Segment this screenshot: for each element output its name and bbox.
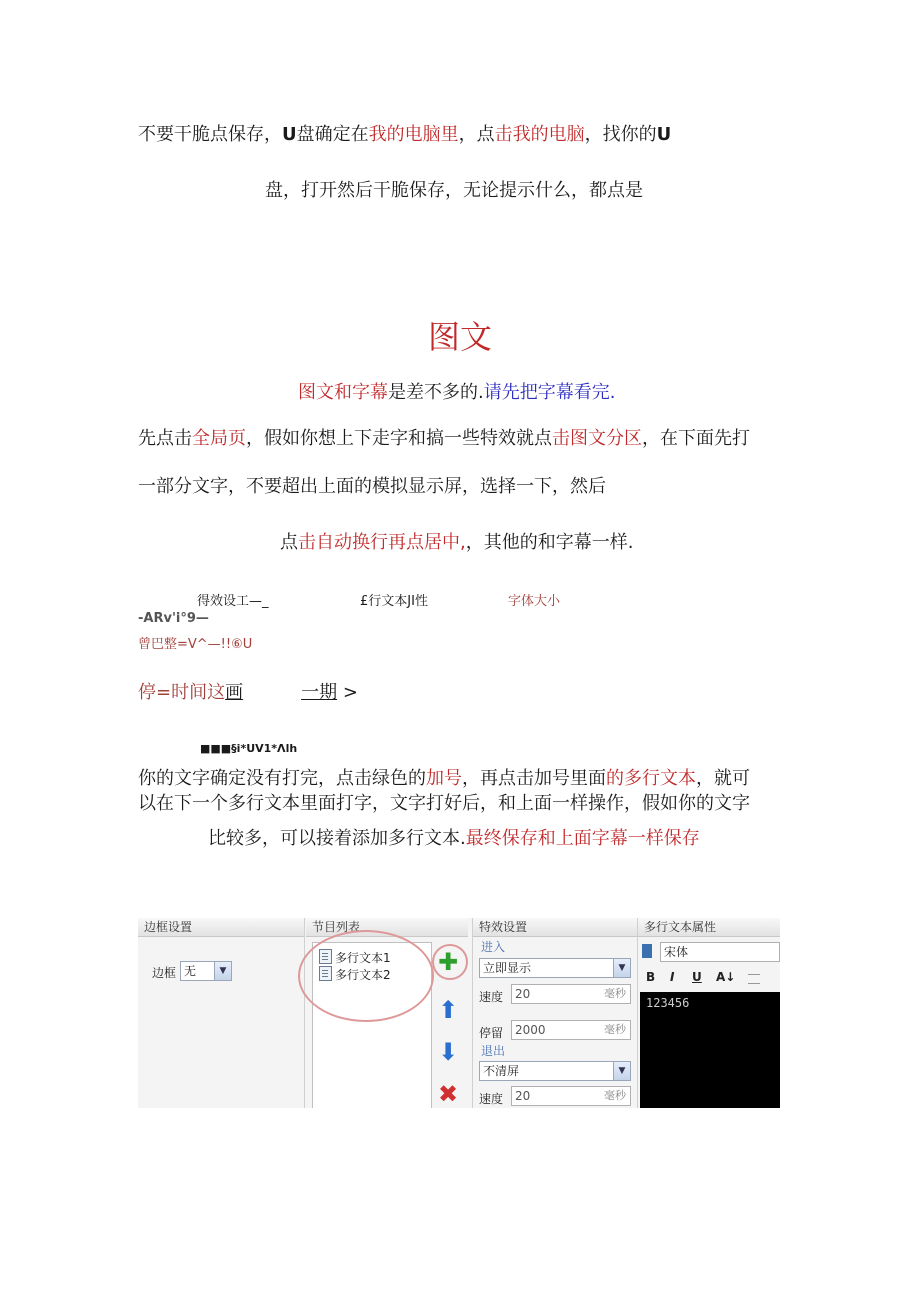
text-segment: 盘确定在: [296, 124, 369, 145]
garbled-row5: ■■■§i*UV1*Λlh: [200, 742, 298, 755]
text-segment: 全局页: [192, 428, 246, 449]
intro-line: [298, 378, 615, 404]
garbled-row4: [138, 678, 358, 704]
para2-line2: 一部分文字，不要超出上面的模拟显示屏，选择一下，然后: [138, 476, 606, 497]
para3-line1: [138, 764, 750, 790]
exit-label: 退出: [481, 1044, 506, 1058]
align-left-icon[interactable]: [748, 974, 760, 984]
border-settings-panel: [138, 918, 305, 1108]
border-select-value: 无: [184, 964, 197, 978]
para3-line3a: 比较多，可以接着添加多行文本.: [208, 828, 466, 849]
intro-part1: 图文和字幕: [298, 382, 388, 403]
effect-settings-panel: [472, 918, 638, 1108]
border-label: 边框: [152, 966, 177, 980]
stay-input[interactable]: [511, 1020, 631, 1040]
speed2-input[interactable]: [511, 1086, 631, 1106]
garbled-row4-a: 停=时间这: [138, 682, 226, 703]
font-select-value: 宋体: [664, 945, 689, 959]
garbled-col3: 字体大小: [508, 594, 561, 609]
text-segment: ，再点击加号里面: [462, 768, 606, 789]
arrow-up-icon[interactable]: ⬆: [437, 996, 459, 1024]
text-props-header: 多行文本属性: [638, 918, 780, 937]
garbled-row4-b: 画: [225, 682, 244, 703]
text-segment: 我的电脑里: [368, 124, 459, 145]
enter-select-value: 立即显示: [483, 961, 532, 975]
text-segment: ，找你的: [584, 124, 657, 145]
software-screenshot: [138, 918, 780, 1108]
font-size-button[interactable]: A↓: [716, 970, 736, 984]
text-segment: U: [282, 124, 297, 145]
italic-button[interactable]: I: [670, 970, 675, 984]
add-icon[interactable]: ✚: [437, 948, 459, 976]
para3-line3b: 最终保存和上面字幕一样保存: [465, 828, 700, 849]
text-segment: ，在下面先打: [642, 428, 750, 449]
highlight-circle: [298, 930, 434, 1022]
arrow-down-icon[interactable]: ⬇: [437, 1038, 459, 1066]
speed-value: 20: [515, 987, 531, 1001]
stay-value: 2000: [515, 1023, 546, 1037]
garbled-row4-c: 一期: [301, 682, 338, 703]
para3-line2: 以在下一个多行文本里面打字，文字打好后，和上面一样操作，假如你的文字: [138, 793, 750, 814]
text-segment: 你的文字确定没有打完，点击绿色的: [138, 768, 426, 789]
delete-icon[interactable]: ✖: [437, 1080, 459, 1108]
speed2-value: 20: [515, 1089, 531, 1103]
chevron-down-icon: ▼: [214, 962, 231, 980]
program-list-header: 节目列表: [306, 918, 468, 937]
speed-input[interactable]: [511, 984, 631, 1004]
text-segment: U: [656, 124, 672, 145]
section-heading: 图文: [428, 318, 493, 356]
garbled-row2: -ARv'i°9—: [138, 611, 209, 626]
para1-line1: [138, 120, 671, 146]
border-settings-header: 边框设置: [138, 918, 304, 937]
para2-line3: [280, 528, 633, 554]
intro-part2: 是差不多的.: [388, 382, 484, 403]
text-segment: 击自动换行再点居中,: [298, 532, 466, 553]
text-segment: 击我的电脑: [494, 124, 585, 145]
text-segment: ，点: [458, 124, 495, 145]
text-segment: ，假如你想上下走字和搞一些特效就点: [246, 428, 552, 449]
speed-unit: 毫秒: [604, 987, 626, 1000]
stay-unit: 毫秒: [604, 1023, 626, 1036]
chevron-down-icon: ▼: [613, 959, 630, 977]
text-segment: 不要干脆点保存，: [138, 124, 282, 145]
text-segment: 点: [280, 532, 298, 553]
font-select[interactable]: [660, 942, 780, 962]
text-segment: 先点击: [138, 428, 192, 449]
garbled-col1: 得效设工—_: [197, 594, 269, 609]
chevron-down-icon: ▼: [613, 1062, 630, 1080]
editor-text: 123456: [646, 996, 690, 1010]
para3-line3: [208, 824, 700, 850]
text-segment: 加号: [426, 768, 462, 789]
bold-button[interactable]: B: [646, 970, 656, 984]
speed2-label: 速度: [479, 1092, 504, 1106]
text-segment: 击图文分区: [552, 428, 642, 449]
program-list-panel: [306, 918, 468, 1108]
para2-line1: [138, 424, 750, 450]
font-icon: [642, 944, 652, 958]
stay-label: 停留: [479, 1026, 504, 1040]
enter-label: 进入: [481, 940, 506, 954]
speed-label: 速度: [479, 990, 504, 1004]
enter-select[interactable]: [479, 958, 631, 978]
text-segment: ，就可: [696, 768, 750, 789]
para1-line2: 盘，打开然后干脆保存，无论提示什么，都点是: [265, 180, 643, 201]
garbled-row4-d: >: [342, 682, 358, 703]
garbled-col2: £行文本JI性: [360, 594, 428, 609]
border-select[interactable]: [180, 961, 232, 981]
list-item-label: 多行文本1: [335, 951, 391, 965]
effect-settings-header: 特效设置: [473, 918, 637, 937]
text-editor[interactable]: [640, 992, 780, 1108]
underline-button[interactable]: U: [692, 970, 702, 984]
text-segment: ，其他的和字幕一样.: [465, 532, 634, 553]
exit-select-value: 不清屏: [483, 1064, 520, 1078]
speed2-unit: 毫秒: [604, 1089, 626, 1102]
intro-part3: 请先把字幕看完.: [483, 382, 616, 403]
exit-select[interactable]: [479, 1061, 631, 1081]
text-segment: 的多行文本: [606, 768, 696, 789]
garbled-row3: 曾巴整=V^—!!⑥U: [138, 637, 253, 652]
list-item-label: 多行文本2: [335, 968, 391, 982]
